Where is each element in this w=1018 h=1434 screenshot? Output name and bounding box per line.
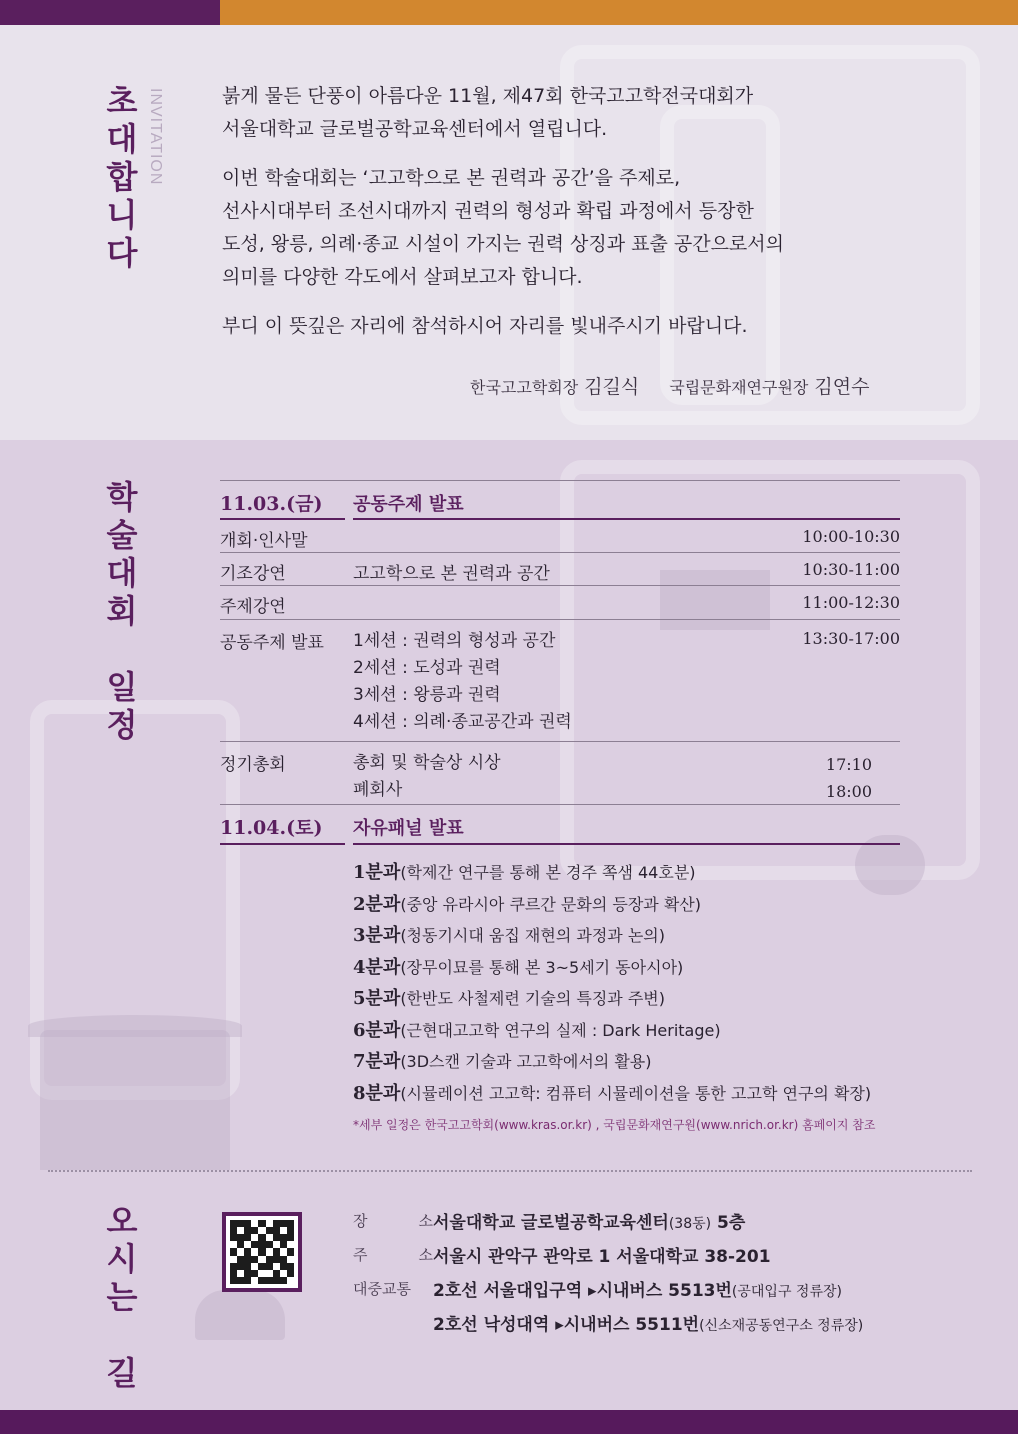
signer-title: 국립문화재연구원장 bbox=[669, 378, 809, 397]
transit-label: 대중교통 bbox=[353, 1280, 411, 1298]
panel-desc: (학제간 연구를 통해 본 경주 쪽샘 44호분) bbox=[400, 863, 696, 882]
signer-title: 한국고고학회장 bbox=[470, 378, 579, 397]
session-item: 3세션 : 왕릉과 권력 bbox=[353, 685, 501, 705]
address-value: 서울시 관악구 관악로 1 서울대학교 38-201 bbox=[433, 1247, 771, 1267]
place-value: 서울대학교 글로벌공학교육센터(38동) 5층 bbox=[433, 1213, 746, 1233]
schedule-table bbox=[220, 480, 900, 845]
signer-name: 김길식 bbox=[584, 376, 640, 398]
list-item bbox=[353, 858, 913, 890]
signers bbox=[470, 372, 869, 399]
session-item: 4세션 : 의례·종교공간과 권력 bbox=[353, 712, 572, 732]
assembly-item: 폐회사 bbox=[353, 780, 403, 800]
row-time: 17:10 bbox=[825, 755, 872, 774]
row-label: 공동주제 발표 bbox=[220, 633, 324, 653]
paragraph bbox=[222, 310, 922, 343]
row-label: 개회·인사말 bbox=[220, 531, 308, 551]
invitation-subtitle: INVITATION bbox=[147, 88, 164, 186]
text-line: 서울대학교 글로벌공학교육센터에서 열립니다. bbox=[222, 118, 608, 140]
row-content: 고고학으로 본 권력과 공간 bbox=[353, 564, 550, 584]
panel-number: 7분과 bbox=[353, 1051, 401, 1072]
panel-desc: (한반도 사철제련 기술의 특징과 주변) bbox=[400, 989, 665, 1008]
row-time: 10:00-10:30 bbox=[802, 527, 900, 546]
address-label: 주 소 bbox=[353, 1246, 433, 1264]
row-label: 기조강연 bbox=[220, 564, 286, 584]
row-time: 11:00-12:30 bbox=[802, 593, 900, 612]
list-item bbox=[353, 890, 913, 922]
row-time: 10:30-11:00 bbox=[802, 560, 900, 579]
text-line: 의미를 다양한 각도에서 살펴보고자 합니다. bbox=[222, 266, 583, 288]
dolmen-silhouette bbox=[195, 1290, 285, 1340]
day-header bbox=[220, 805, 900, 845]
panel-desc: (근현대고고학 연구의 실제 : Dark Heritage) bbox=[400, 1020, 721, 1040]
schedule-title: 학 술 대 회 일 정 bbox=[106, 478, 138, 744]
panel-number: 5분과 bbox=[353, 988, 401, 1009]
list-item bbox=[353, 953, 913, 985]
top-bar-orange bbox=[220, 0, 1018, 25]
row-time: 13:30-17:00 bbox=[802, 629, 900, 648]
panel-desc: (청동기시대 움집 재현의 과정과 논의) bbox=[400, 926, 665, 945]
panel-desc: (시뮬레이션 고고학: 컴퓨터 시뮬레이션을 통한 고고학 연구의 확장) bbox=[400, 1083, 872, 1103]
table-row bbox=[220, 742, 900, 805]
panel-number: 8분과 bbox=[353, 1082, 401, 1104]
signer-name: 김연수 bbox=[814, 376, 870, 398]
text-line: 선사시대부터 조선시대까지 권력의 형성과 확립 과정에서 등장한 bbox=[222, 200, 754, 222]
list-item bbox=[353, 1047, 913, 1079]
panel-number: 2분과 bbox=[353, 893, 401, 915]
text-line: 이번 학술대회는 ‘고고학으로 본 권력과 공간’을 주제로, bbox=[222, 167, 681, 189]
list-item bbox=[353, 1079, 913, 1111]
table-row bbox=[220, 586, 900, 620]
paragraph bbox=[222, 162, 922, 294]
bottom-bar bbox=[0, 1410, 1018, 1434]
divider bbox=[48, 1170, 972, 1172]
invitation-title: 초 대 합 니 다 bbox=[106, 82, 138, 272]
session-list bbox=[353, 628, 572, 736]
row-label: 정기총회 bbox=[220, 755, 286, 775]
invitation-text bbox=[222, 80, 922, 359]
panel-desc: (중앙 유라시아 쿠르간 문화의 등장과 확산) bbox=[400, 894, 701, 914]
panel-number: 3분과 bbox=[353, 925, 401, 946]
palace-roof bbox=[28, 1015, 242, 1037]
qr-code-icon[interactable] bbox=[222, 1212, 302, 1292]
paragraph bbox=[222, 80, 922, 146]
table-row bbox=[220, 520, 900, 553]
directions-title: 오 시 는 길 bbox=[106, 1202, 138, 1392]
text-line: 도성, 왕릉, 의례·종교 시설이 가지는 권력 상징과 표출 공간으로서의 bbox=[222, 233, 784, 255]
row-time: 18:00 bbox=[825, 782, 872, 801]
table-row bbox=[220, 553, 900, 586]
transit-value: 2호선 낙성대역 ▸시내버스 5511번(신소재공동연구소 정류장) bbox=[433, 1315, 864, 1335]
panel-number: 1분과 bbox=[353, 862, 401, 883]
list-item bbox=[353, 1016, 913, 1048]
day-date: 11.04.(토) bbox=[220, 817, 323, 839]
day-date: 11.03.(금) bbox=[220, 493, 323, 515]
qr-pattern bbox=[230, 1220, 294, 1284]
schedule-note: *세부 일정은 한국고고학회(www.kras.or.kr) , 국립문화재연구원(www.nrich.or.kr) 홈페이지 참조 bbox=[353, 1118, 876, 1132]
panel-desc: (장무이묘를 통해 본 3~5세기 동아시아) bbox=[400, 957, 684, 977]
panel-desc: (3D스캔 기술과 고고학에서의 활용) bbox=[400, 1052, 652, 1071]
assembly-items bbox=[353, 750, 501, 804]
day-topic: 자유패널 발표 bbox=[353, 818, 464, 839]
list-item bbox=[353, 921, 913, 953]
top-bar-purple bbox=[0, 0, 220, 25]
day-header bbox=[220, 480, 900, 520]
list-item bbox=[353, 984, 913, 1016]
text-line: 부디 이 뜻깊은 자리에 참석하시어 자리를 빛내주시기 바랍니다. bbox=[222, 315, 748, 337]
palace-silhouette bbox=[40, 1030, 230, 1170]
text-line: 붉게 물든 단풍이 아름다운 11월, 제47회 한국고고학전국대회가 bbox=[222, 85, 754, 107]
assembly-times bbox=[826, 751, 872, 805]
session-item: 1세션 : 권력의 형성과 공간 bbox=[353, 631, 556, 651]
transit-value: 2호선 서울대입구역 ▸시내버스 5513번(공대입구 정류장) bbox=[433, 1281, 842, 1301]
panel-number: 4분과 bbox=[353, 956, 401, 978]
panel-list bbox=[353, 858, 913, 1110]
place-label: 장 소 bbox=[353, 1212, 433, 1230]
session-item: 2세션 : 도성과 권력 bbox=[353, 658, 501, 678]
day-topic: 공동주제 발표 bbox=[353, 494, 464, 515]
panel-number: 6분과 bbox=[353, 1019, 401, 1041]
row-label: 주제강연 bbox=[220, 597, 286, 617]
table-row bbox=[220, 620, 900, 742]
assembly-item: 총회 및 학술상 시상 bbox=[353, 753, 501, 773]
